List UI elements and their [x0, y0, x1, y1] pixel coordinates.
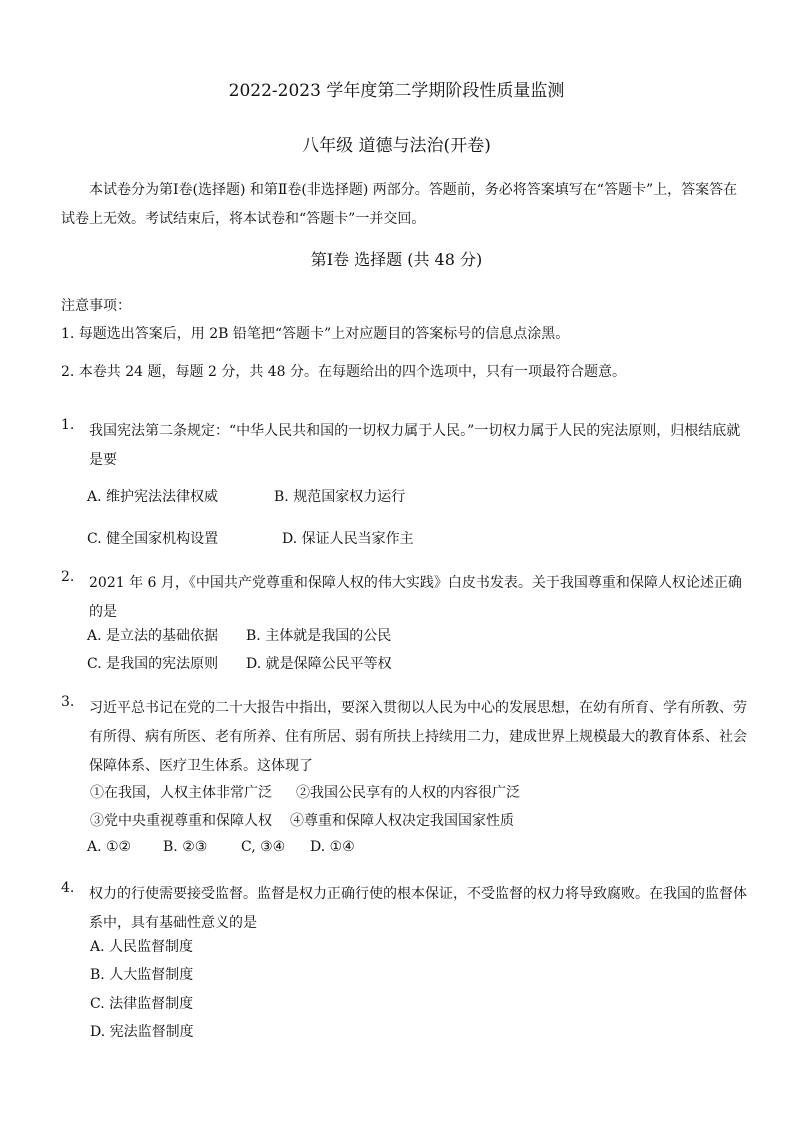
option-a: A. 维护宪法法律权威	[87, 489, 219, 505]
question-stem: 习近平总书记在党的二十大报告中指出，要深入贯彻以人民为中心的发展思想，在幼有所育、学有所教、劳有所得、病有所医、老有所养、住有所居、弱有所扶上持续用二力，建成世界上规模最大的教育体系、社会保障体系、医疗卫生体系。这体现了	[89, 700, 747, 774]
question-2	[61, 569, 751, 627]
exam-title: 2022-2023 学年度第二学期阶段性质量监测	[228, 81, 565, 101]
option-d: D. 就是保障公民平等权	[246, 656, 392, 672]
statement-1: ①在我国，人权主体非常广泛	[90, 785, 272, 801]
section-title: 第Ⅰ卷 选择题 (共 48 分)	[310, 250, 483, 269]
option-a: A. 是立法的基础依据	[87, 628, 219, 644]
option-b: B. ②③	[163, 839, 208, 855]
option-b: B. 主体就是我国的公民	[246, 628, 392, 644]
question-number: 2.	[61, 569, 75, 585]
statement-4: ④尊重和保障人权决定我国国家性质	[290, 813, 514, 829]
note-item: 2. 本卷共 24 题，每题 2 分，共 48 分。在每题给出的四个选项中，只有一项最符合题意。	[61, 364, 627, 380]
option-b: B. 人大监督制度	[90, 967, 194, 983]
question-number: 4.	[61, 880, 75, 896]
question-1	[61, 417, 751, 475]
notes-heading: 注意事项：	[61, 298, 131, 314]
exam-subtitle: 八年级 道德与法治(开卷)	[302, 136, 491, 156]
question-3	[61, 694, 751, 781]
question-4	[61, 880, 751, 938]
option-c: C. 是我国的宪法原则	[87, 656, 219, 672]
note-item: 1. 每题选出答案后，用 2B 铅笔把“答题卡”上对应题目的答案标号的信息点涂黑。	[61, 326, 570, 342]
option-c: C, ③④	[241, 839, 286, 855]
option-a: A. ①②	[87, 839, 132, 855]
option-a: A. 人民监督制度	[90, 939, 194, 955]
option-c: C. 法律监督制度	[90, 996, 194, 1012]
question-stem: 权力的行使需要接受监督。监督是权力正确行使的根本保证，不受监督的权力将导致腐败。在我国的监督体系中，具有基础性意义的是	[89, 886, 747, 931]
question-number: 1.	[61, 417, 75, 433]
option-c: C. 健全国家机构设置	[87, 531, 219, 547]
option-d: D. ①④	[310, 839, 355, 855]
question-number: 3.	[61, 694, 75, 710]
option-b: B. 规范国家权力运行	[274, 489, 406, 505]
statement-3: ③党中央重视尊重和保障人权	[90, 813, 272, 829]
question-stem: 2021 年 6 月，《中国共产党尊重和保障人权的伟大实践》白皮书发表。关于我国尊重和保障人权论述正确的是	[89, 575, 742, 620]
intro-paragraph: 本试卷分为第Ⅰ卷(选择题) 和第Ⅱ卷(非选择题) 两部分。答题前，务必将答案填写在“答题卡”上，答案答在试卷上无效。考试结束后，将本试卷和“答题卡”一并交回。	[61, 182, 738, 227]
question-stem: 我国宪法第二条规定：“中华人民共和国的一切权力属于人民。”一切权力属于人民的宪法原则，归根结底就是要	[89, 423, 741, 468]
option-d: D. 保证人民当家作主	[282, 531, 414, 547]
statement-2: ②我国公民享有的人权的内容很广泛	[296, 785, 520, 801]
option-d: D. 宪法监督制度	[90, 1024, 194, 1040]
